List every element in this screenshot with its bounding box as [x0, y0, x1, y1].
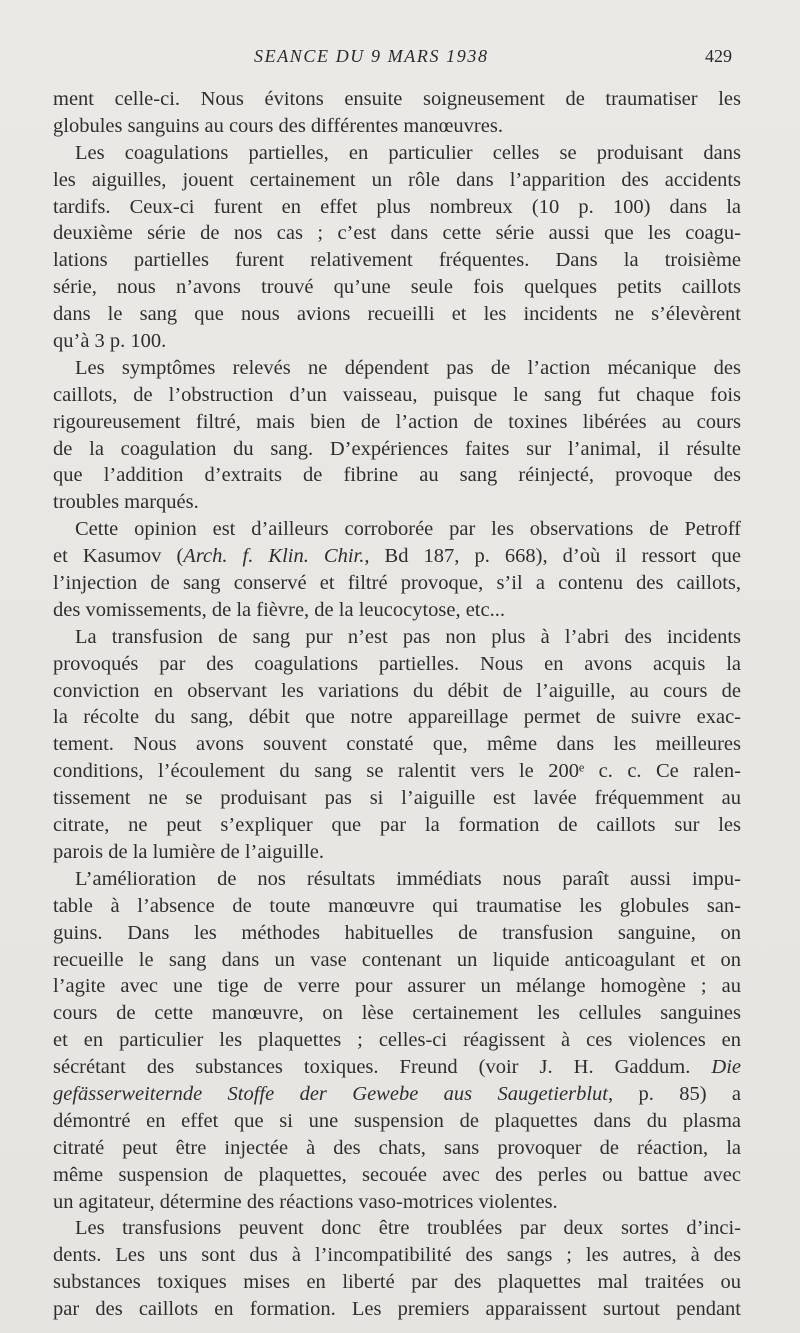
text-line — [53, 624, 741, 651]
text-run: dents. Les uns sont dus à l’incompatibilité des sangs ; les autres, à des — [53, 1244, 741, 1267]
text-run: caillots, de l’obstruction d’un vaisseau, puisque le sang fut chaque fois — [53, 383, 741, 406]
text-run: citraté peut être injectée à des chats, sans provoquer de réaction, la — [53, 1136, 741, 1159]
text-line — [53, 1135, 741, 1162]
text-line — [53, 893, 741, 920]
text-line — [53, 920, 741, 947]
text-line — [53, 731, 741, 758]
text-run: Les coagulations partielles, en particulier celles se produisant dans — [75, 141, 741, 164]
text-line — [53, 785, 741, 812]
text-run: substances toxiques mises en liberté par des plaquettes mal traitées ou — [53, 1271, 741, 1294]
text-run: rigoureusement filtré, mais bien de l’action de toxines libérées au cours — [53, 410, 741, 433]
text-line — [53, 516, 741, 543]
text-line — [53, 409, 741, 436]
text-run: de la coagulation du sang. D’expériences faites sur l’animal, il résulte — [53, 437, 741, 460]
text-line — [53, 113, 741, 140]
text-run: , Bd 187, p. 668), d’où il ressort que — [364, 545, 741, 568]
text-line — [53, 1162, 741, 1189]
text-line — [53, 678, 741, 705]
text-line — [53, 86, 741, 113]
page-number: 429 — [705, 46, 732, 66]
text-line — [53, 247, 741, 274]
text-line — [53, 1296, 741, 1323]
text-run: et Kasumov ( — [53, 545, 184, 568]
text-line — [53, 489, 741, 516]
text-line — [53, 1054, 741, 1081]
text-run: recueille le sang dans un vase contenant un liquide anticoagulant et on — [53, 948, 741, 971]
running-title: SEANCE DU 9 MARS 1938 — [254, 46, 489, 66]
text-run: tement. Nous avons souvent constaté que, même dans les meilleures — [53, 733, 741, 756]
text-line — [53, 947, 741, 974]
text-run: l’agite avec une tige de verre pour assurer un mélange homogène ; au — [53, 975, 741, 998]
text-run: les aiguilles, jouent certainement un rôle dans l’apparition des accidents — [53, 168, 741, 191]
text-line — [53, 1027, 741, 1054]
text-line — [53, 1189, 741, 1216]
text-run: troubles marqués. — [53, 491, 199, 514]
text-run: l’injection de sang conservé et filtré provoque, s’il a contenu des caillots, — [53, 572, 741, 595]
text-line — [53, 355, 741, 382]
text-line — [53, 543, 741, 570]
text-line — [53, 328, 741, 355]
text-run: tardifs. Ceux-ci furent en effet plus nombreux (10 p. 100) dans la — [53, 195, 741, 218]
text-run: par des caillots en formation. Les premiers apparaissent surtout pendant — [53, 1298, 741, 1321]
text-run: citrate, ne peut s’expliquer que par la formation de caillots sur les — [53, 814, 741, 837]
text-run: conditions, l’écoulement du sang se ralentit vers le 200ᵉ c. c. Ce ralen- — [53, 760, 741, 783]
italic-text: Die — [711, 1056, 741, 1079]
text-run: conviction en observant les variations du débit de l’aiguille, au cours de — [53, 679, 741, 702]
text-line — [53, 436, 741, 463]
body-text — [53, 86, 741, 1323]
text-run: lations partielles furent relativement fréquentes. Dans la troisième — [53, 249, 741, 272]
italic-text: gefässerweiternde Stoffe der Gewebe aus Saugetierblut — [53, 1082, 608, 1105]
text-line — [53, 1081, 741, 1108]
running-header — [0, 46, 800, 72]
text-line — [53, 570, 741, 597]
text-line — [53, 301, 741, 328]
text-run: démontré en effet que si une suspension de plaquettes dans du plasma — [53, 1109, 741, 1132]
text-run: et en particulier les plaquettes ; celles-ci réagissent à ces violences en — [53, 1029, 741, 1052]
text-line — [53, 462, 741, 489]
text-run: dans le sang que nous avions recueilli et les incidents ne s’élevèrent — [53, 303, 741, 326]
text-run: sécrétant des substances toxiques. Freund (voir J. H. Gaddum. — [53, 1056, 712, 1079]
text-line — [53, 704, 741, 731]
text-run: La transfusion de sang pur n’est pas non plus à l’abri des incidents — [75, 625, 741, 648]
text-run: parois de la lumière de l’aiguille. — [53, 840, 324, 863]
text-run: même suspension de plaquettes, secouée avec des perles ou battue avec — [53, 1163, 741, 1186]
text-run: Cette opinion est d’ailleurs corroborée par les observations de Petroff — [75, 518, 741, 541]
text-run: que l’addition d’extraits de fibrine au sang réinjecté, provoque des — [53, 464, 741, 487]
text-run: guins. Dans les méthodes habituelles de transfusion sanguine, on — [53, 921, 741, 944]
text-run: deuxième série de nos cas ; c’est dans cette série aussi que les coagu- — [53, 222, 741, 245]
text-line — [53, 1269, 741, 1296]
text-run: globules sanguins au cours des différentes manœuvres. — [53, 114, 503, 137]
text-line — [53, 167, 741, 194]
text-run: provoqués par des coagulations partielles. Nous en avons acquis la — [53, 652, 741, 675]
text-line — [53, 274, 741, 301]
text-line — [53, 1242, 741, 1269]
text-run: la récolte du sang, débit que notre appareillage permet de suivre exac- — [53, 706, 741, 729]
text-run: tissement ne se produisant pas si l’aiguille est lavée fréquemment au — [53, 787, 741, 810]
text-line — [53, 973, 741, 1000]
text-run: table à l’absence de toute manœuvre qui traumatise les globules san- — [53, 894, 741, 917]
text-run: Les symptômes relevés ne dépendent pas de l’action mécanique des — [75, 356, 741, 379]
text-line — [53, 1000, 741, 1027]
text-line — [53, 194, 741, 221]
text-run: Les transfusions peuvent donc être troublées par deux sortes d’inci- — [75, 1217, 741, 1240]
text-run: ment celle-ci. Nous évitons ensuite soigneusement de traumatiser les — [53, 88, 741, 110]
italic-text: Arch. f. Klin. Chir. — [183, 545, 365, 568]
text-line — [53, 382, 741, 409]
text-run: des vomissements, de la fièvre, de la leucocytose, etc... — [53, 598, 505, 621]
text-run: qu’à 3 p. 100. — [53, 330, 167, 353]
text-line — [53, 651, 741, 678]
text-line — [53, 1215, 741, 1242]
text-line — [53, 866, 741, 893]
text-line — [53, 140, 741, 167]
text-run: , p. 85) a — [607, 1082, 741, 1105]
text-run: série, nous n’avons trouvé qu’une seule fois quelques petits caillots — [53, 276, 741, 299]
text-line — [53, 812, 741, 839]
text-line — [53, 597, 741, 624]
text-line — [53, 1108, 741, 1135]
text-run: L’amélioration de nos résultats immédiats nous paraît aussi impu- — [75, 867, 741, 890]
text-line — [53, 758, 741, 785]
text-line — [53, 839, 741, 866]
text-run: cours de cette manœuvre, on lèse certainement les cellules sanguines — [53, 1002, 741, 1025]
text-line — [53, 220, 741, 247]
text-run: un agitateur, détermine des réactions vaso-motrices violentes. — [53, 1190, 558, 1213]
